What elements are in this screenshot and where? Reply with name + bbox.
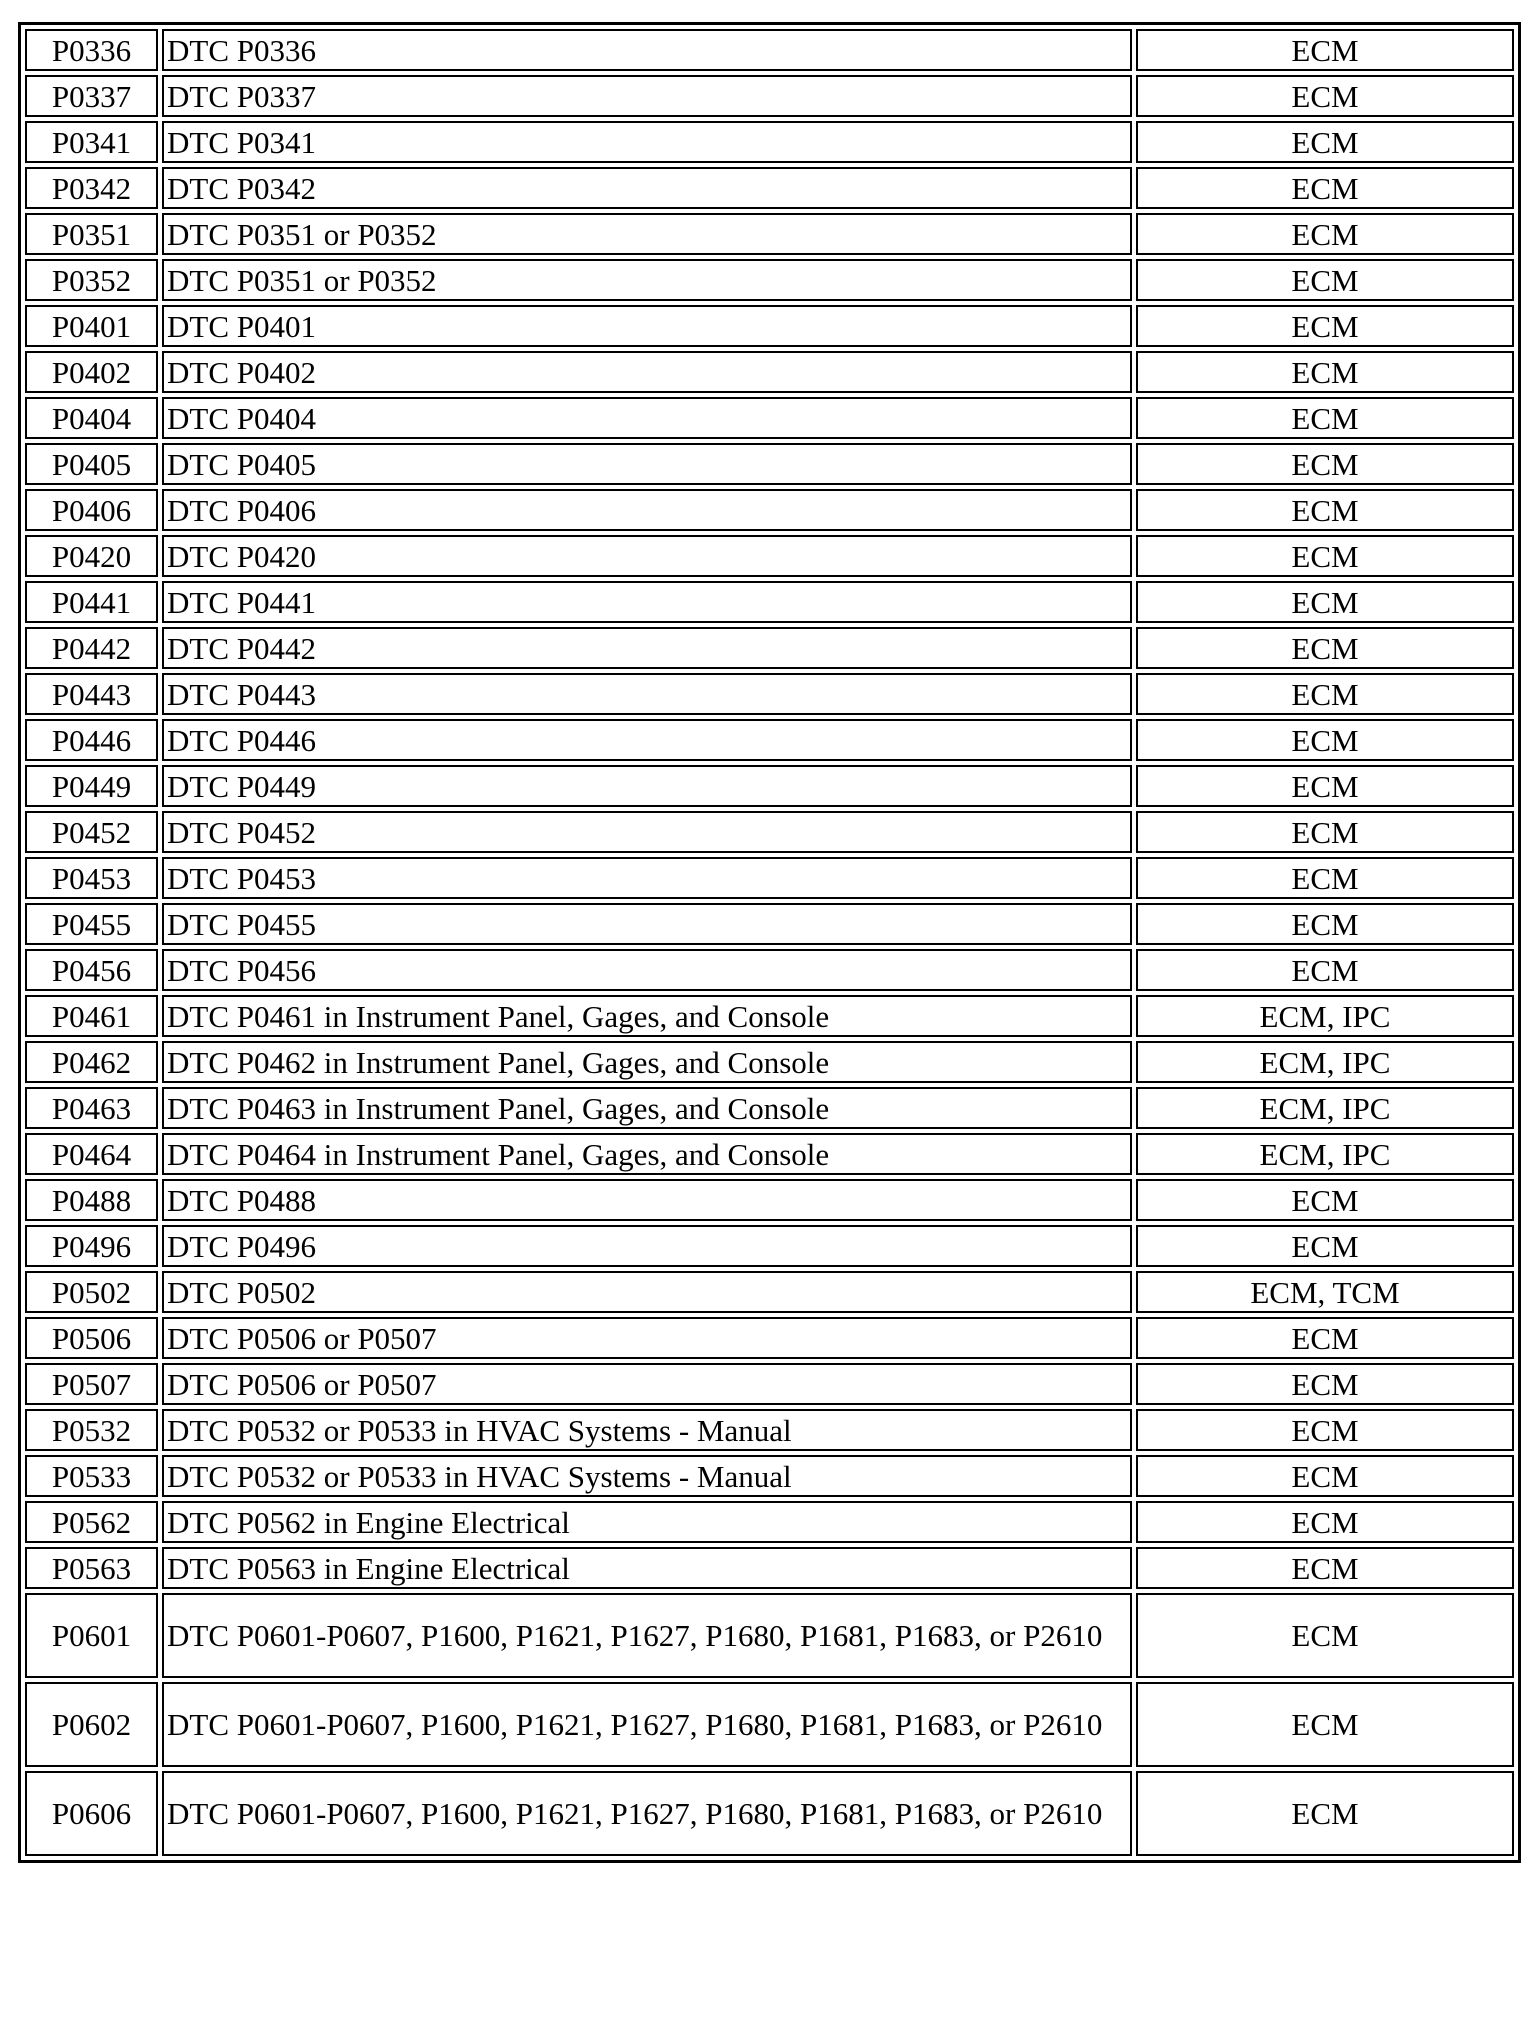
dtc-description-cell: DTC P0562 in Engine Electrical [162, 1501, 1132, 1543]
dtc-module-cell: ECM [1136, 1547, 1514, 1589]
dtc-description-cell: DTC P0455 [162, 903, 1132, 945]
table-row [25, 765, 1514, 807]
dtc-module-cell: ECM [1136, 1501, 1514, 1543]
dtc-code-cell: P0341 [25, 121, 158, 163]
dtc-description-cell: DTC P0601-P0607, P1600, P1621, P1627, P1680, P1681, P1683, or P2610 [162, 1593, 1132, 1678]
table-row [25, 1771, 1514, 1856]
dtc-description-cell: DTC P0341 [162, 121, 1132, 163]
dtc-code-cell: P0336 [25, 29, 158, 71]
dtc-code-cell: P0464 [25, 1133, 158, 1175]
table-row [25, 811, 1514, 853]
table-row [25, 673, 1514, 715]
dtc-module-cell: ECM [1136, 167, 1514, 209]
dtc-description-cell: DTC P0462 in Instrument Panel, Gages, and Console [162, 1041, 1132, 1083]
dtc-description-cell: DTC P0496 [162, 1225, 1132, 1267]
dtc-module-cell: ECM [1136, 903, 1514, 945]
dtc-module-cell: ECM [1136, 535, 1514, 577]
table-row [25, 1409, 1514, 1451]
dtc-description-cell: DTC P0342 [162, 167, 1132, 209]
dtc-module-cell: ECM [1136, 121, 1514, 163]
dtc-module-cell: ECM [1136, 581, 1514, 623]
dtc-module-cell: ECM [1136, 1317, 1514, 1359]
dtc-module-cell: ECM [1136, 29, 1514, 71]
table-row [25, 1455, 1514, 1497]
dtc-module-cell: ECM [1136, 811, 1514, 853]
dtc-description-cell: DTC P0463 in Instrument Panel, Gages, and Console [162, 1087, 1132, 1129]
dtc-description-cell: DTC P0456 [162, 949, 1132, 991]
table-row [25, 535, 1514, 577]
dtc-module-cell: ECM [1136, 857, 1514, 899]
table-row [25, 305, 1514, 347]
table-row [25, 1271, 1514, 1313]
table-row [25, 1547, 1514, 1589]
table-row [25, 627, 1514, 669]
table-row [25, 121, 1514, 163]
dtc-description-cell: DTC P0502 [162, 1271, 1132, 1313]
dtc-code-cell: P0602 [25, 1682, 158, 1767]
table-row [25, 1317, 1514, 1359]
dtc-module-cell: ECM, IPC [1136, 1087, 1514, 1129]
dtc-code-cell: P0405 [25, 443, 158, 485]
dtc-code-cell: P0502 [25, 1271, 158, 1313]
dtc-code-cell: P0488 [25, 1179, 158, 1221]
dtc-code-cell: P0532 [25, 1409, 158, 1451]
dtc-code-cell: P0449 [25, 765, 158, 807]
dtc-code-cell: P0606 [25, 1771, 158, 1856]
table-row [25, 29, 1514, 71]
dtc-module-cell: ECM [1136, 765, 1514, 807]
dtc-module-cell: ECM [1136, 259, 1514, 301]
table-row [25, 213, 1514, 255]
table-row [25, 1087, 1514, 1129]
table-row [25, 857, 1514, 899]
table-row [25, 351, 1514, 393]
dtc-description-cell: DTC P0452 [162, 811, 1132, 853]
dtc-code-cell: P0404 [25, 397, 158, 439]
dtc-module-cell: ECM, IPC [1136, 995, 1514, 1037]
dtc-description-cell: DTC P0488 [162, 1179, 1132, 1221]
dtc-module-cell: ECM [1136, 351, 1514, 393]
table-row [25, 75, 1514, 117]
dtc-module-cell: ECM [1136, 1455, 1514, 1497]
dtc-description-cell: DTC P0532 or P0533 in HVAC Systems - Manual [162, 1409, 1132, 1451]
dtc-description-cell: DTC P0453 [162, 857, 1132, 899]
dtc-code-cell: P0456 [25, 949, 158, 991]
dtc-module-cell: ECM [1136, 489, 1514, 531]
dtc-module-cell: ECM [1136, 719, 1514, 761]
table-row [25, 397, 1514, 439]
dtc-module-cell: ECM [1136, 213, 1514, 255]
dtc-module-cell: ECM [1136, 627, 1514, 669]
dtc-table-body [25, 29, 1514, 1856]
dtc-description-cell: DTC P0506 or P0507 [162, 1317, 1132, 1359]
table-row [25, 1501, 1514, 1543]
dtc-module-cell: ECM, IPC [1136, 1041, 1514, 1083]
dtc-code-cell: P0401 [25, 305, 158, 347]
dtc-description-cell: DTC P0337 [162, 75, 1132, 117]
table-row [25, 1133, 1514, 1175]
dtc-module-cell: ECM [1136, 305, 1514, 347]
table-row [25, 1179, 1514, 1221]
dtc-module-cell: ECM [1136, 1363, 1514, 1405]
table-row [25, 1041, 1514, 1083]
dtc-description-cell: DTC P0506 or P0507 [162, 1363, 1132, 1405]
dtc-code-cell: P0406 [25, 489, 158, 531]
dtc-description-cell: DTC P0601-P0607, P1600, P1621, P1627, P1680, P1681, P1683, or P2610 [162, 1682, 1132, 1767]
dtc-description-cell: DTC P0442 [162, 627, 1132, 669]
dtc-description-cell: DTC P0563 in Engine Electrical [162, 1547, 1132, 1589]
dtc-code-cell: P0563 [25, 1547, 158, 1589]
table-row [25, 259, 1514, 301]
table-row [25, 1682, 1514, 1767]
table-row [25, 995, 1514, 1037]
dtc-table [18, 22, 1521, 1863]
dtc-code-cell: P0453 [25, 857, 158, 899]
table-row [25, 949, 1514, 991]
dtc-module-cell: ECM [1136, 673, 1514, 715]
dtc-module-cell: ECM [1136, 1682, 1514, 1767]
dtc-module-cell: ECM [1136, 397, 1514, 439]
dtc-code-cell: P0342 [25, 167, 158, 209]
table-row [25, 167, 1514, 209]
dtc-module-cell: ECM [1136, 1409, 1514, 1451]
dtc-code-cell: P0402 [25, 351, 158, 393]
dtc-code-cell: P0443 [25, 673, 158, 715]
dtc-description-cell: DTC P0449 [162, 765, 1132, 807]
dtc-code-cell: P0462 [25, 1041, 158, 1083]
dtc-code-cell: P0496 [25, 1225, 158, 1267]
dtc-description-cell: DTC P0464 in Instrument Panel, Gages, and Console [162, 1133, 1132, 1175]
dtc-module-cell: ECM, IPC [1136, 1133, 1514, 1175]
dtc-description-cell: DTC P0532 or P0533 in HVAC Systems - Manual [162, 1455, 1132, 1497]
dtc-description-cell: DTC P0405 [162, 443, 1132, 485]
dtc-description-cell: DTC P0406 [162, 489, 1132, 531]
dtc-description-cell: DTC P0601-P0607, P1600, P1621, P1627, P1680, P1681, P1683, or P2610 [162, 1771, 1132, 1856]
dtc-code-cell: P0441 [25, 581, 158, 623]
dtc-module-cell: ECM [1136, 443, 1514, 485]
dtc-description-cell: DTC P0441 [162, 581, 1132, 623]
dtc-description-cell: DTC P0404 [162, 397, 1132, 439]
dtc-code-cell: P0446 [25, 719, 158, 761]
dtc-code-cell: P0463 [25, 1087, 158, 1129]
table-row [25, 489, 1514, 531]
dtc-module-cell: ECM [1136, 1225, 1514, 1267]
dtc-description-cell: DTC P0351 or P0352 [162, 213, 1132, 255]
table-row [25, 719, 1514, 761]
dtc-code-cell: P0601 [25, 1593, 158, 1678]
dtc-description-cell: DTC P0402 [162, 351, 1132, 393]
dtc-code-cell: P0507 [25, 1363, 158, 1405]
dtc-code-cell: P0452 [25, 811, 158, 853]
dtc-module-cell: ECM [1136, 75, 1514, 117]
table-row [25, 1225, 1514, 1267]
dtc-code-cell: P0351 [25, 213, 158, 255]
dtc-module-cell: ECM [1136, 1179, 1514, 1221]
dtc-module-cell: ECM [1136, 1593, 1514, 1678]
dtc-description-cell: DTC P0401 [162, 305, 1132, 347]
dtc-description-cell: DTC P0336 [162, 29, 1132, 71]
table-row [25, 1363, 1514, 1405]
table-row [25, 1593, 1514, 1678]
dtc-code-cell: P0461 [25, 995, 158, 1037]
dtc-code-cell: P0352 [25, 259, 158, 301]
dtc-module-cell: ECM [1136, 949, 1514, 991]
dtc-code-cell: P0420 [25, 535, 158, 577]
table-row [25, 443, 1514, 485]
dtc-description-cell: DTC P0420 [162, 535, 1132, 577]
dtc-module-cell: ECM [1136, 1771, 1514, 1856]
dtc-description-cell: DTC P0351 or P0352 [162, 259, 1132, 301]
dtc-code-cell: P0337 [25, 75, 158, 117]
dtc-module-cell: ECM, TCM [1136, 1271, 1514, 1313]
dtc-description-cell: DTC P0443 [162, 673, 1132, 715]
table-row [25, 903, 1514, 945]
dtc-code-cell: P0506 [25, 1317, 158, 1359]
table-row [25, 581, 1514, 623]
dtc-code-cell: P0533 [25, 1455, 158, 1497]
dtc-description-cell: DTC P0446 [162, 719, 1132, 761]
dtc-code-cell: P0442 [25, 627, 158, 669]
dtc-description-cell: DTC P0461 in Instrument Panel, Gages, and Console [162, 995, 1132, 1037]
dtc-code-cell: P0455 [25, 903, 158, 945]
dtc-code-cell: P0562 [25, 1501, 158, 1543]
